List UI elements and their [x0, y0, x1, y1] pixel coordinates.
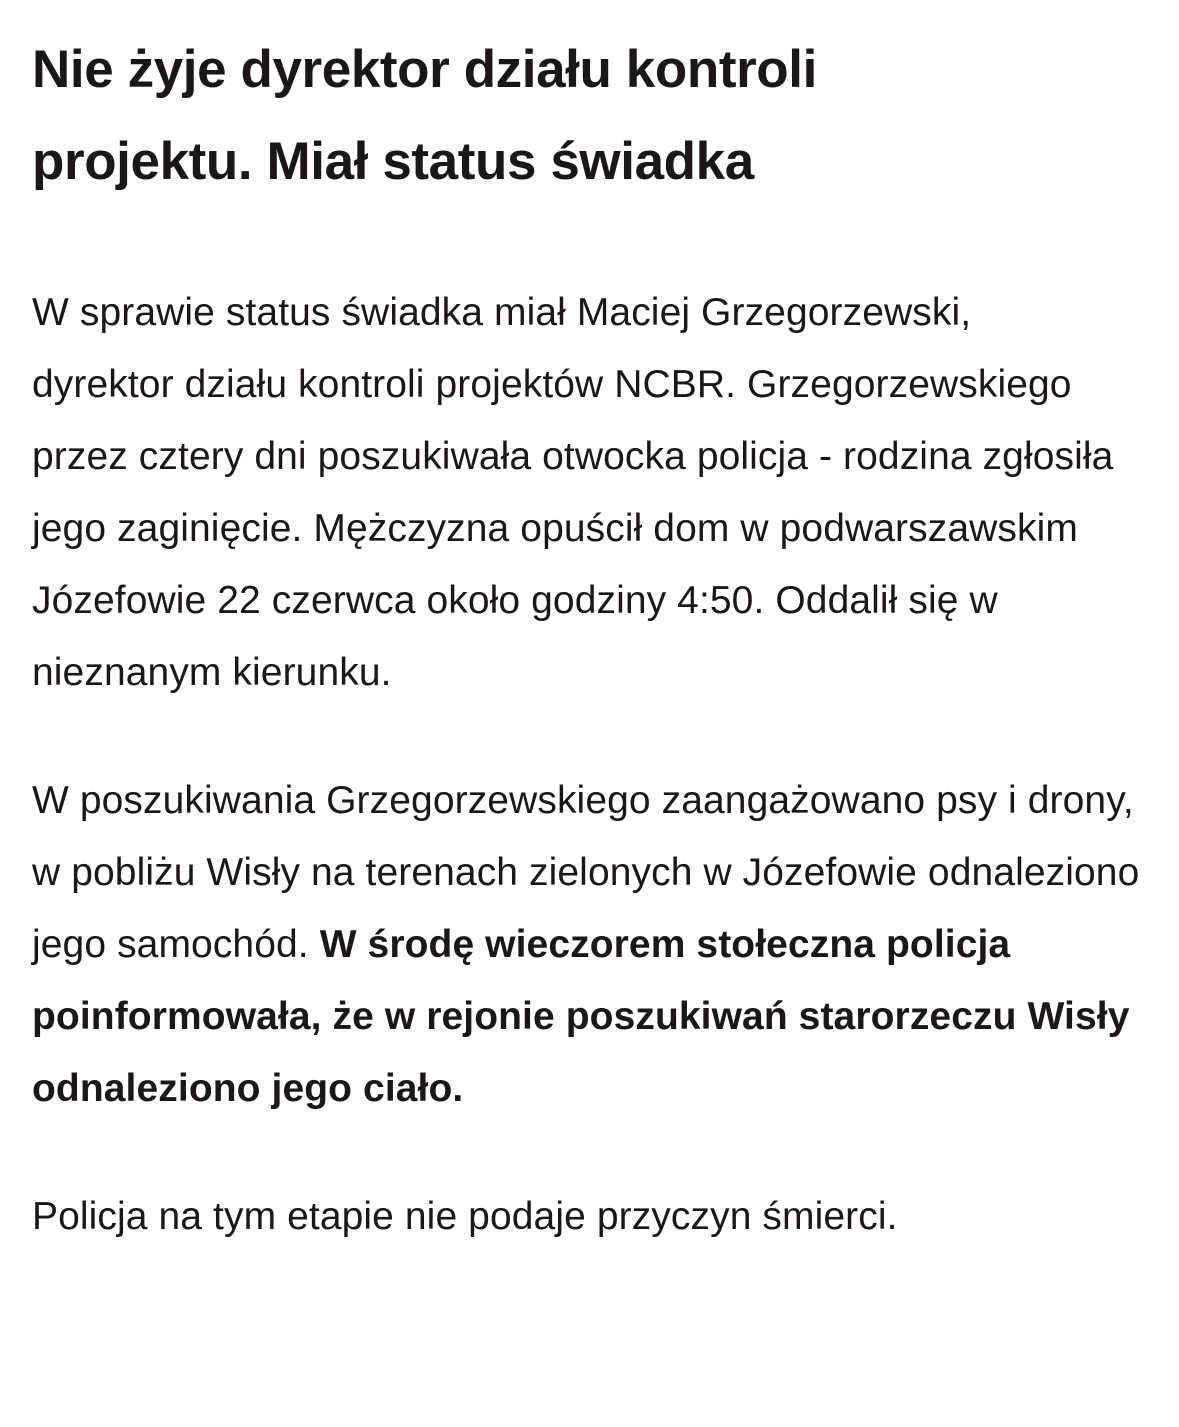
article-paragraph-3: Policja na tym etapie nie podaje przyczyn śmierci. [32, 1195, 898, 1238]
article-headline: Nie żyje dyrektor działu kontroli projektu. Miał status świadka [32, 40, 817, 191]
article-paragraph-1: W sprawie status świadka miał Maciej Grzegorzewski, dyrektor działu kontroli projektów NCBR. Grzegorzewskiego przez cztery dni poszukiwała otwocka policja - rodzina zgłosiła jego zaginięcie. Mężczyzna opuścił dom w podwarszawskim Józefowie 22 czerwca około godziny 4:50. Oddalił się w nieznanym kierunku. [32, 291, 1114, 694]
article-paragraph-2 [32, 765, 1152, 1125]
article [32, 24, 1152, 1253]
paragraph-2-bold-text: W środę wieczorem stołeczna policja poinformowała, że w rejonie poszukiwań starorzeczu Wisły odnaleziono jego ciało. [32, 923, 1130, 1110]
paragraph-2-regular-text: W poszukiwania Grzegorzewskiego zaangażowano psy i drony, w pobliżu Wisły na terenach zielonych w Józefowie odnaleziono jego samochód. [32, 779, 1140, 966]
